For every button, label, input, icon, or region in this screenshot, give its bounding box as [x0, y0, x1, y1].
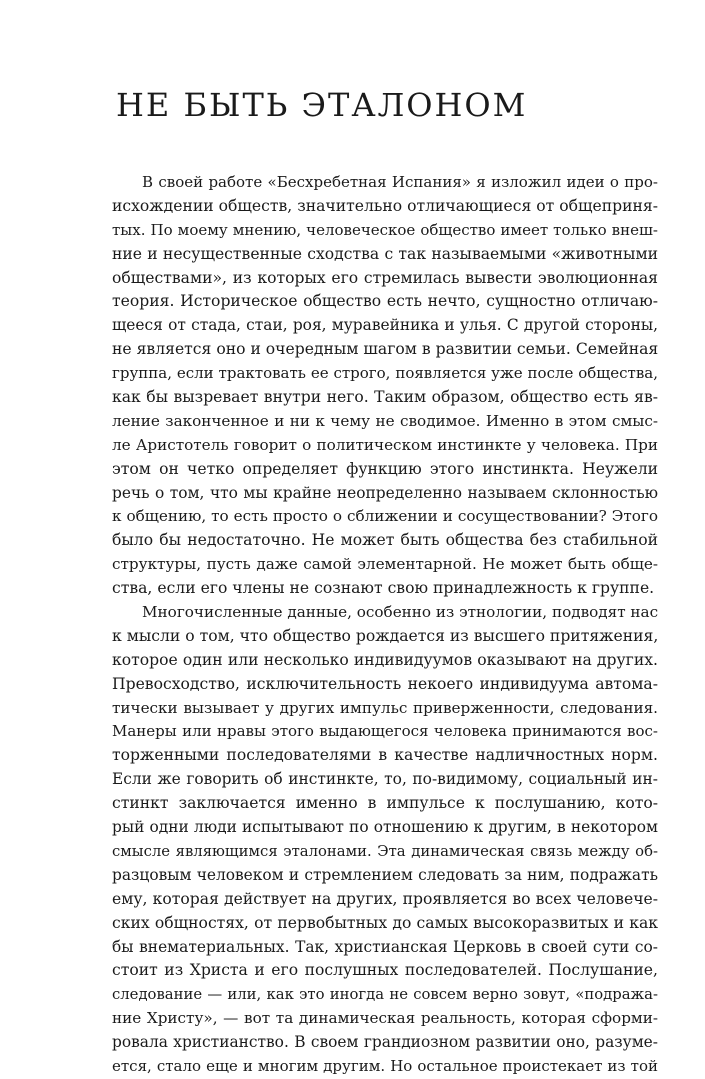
text-line: стинкт заключается именно в импульсе к послушанию, кото- [112, 794, 658, 813]
text-line: структуры, пусть даже самой элементарной. Не может быть обще- [112, 555, 658, 574]
text-line: ских общностях, от первобытных до самых высокоразвитых и как [112, 913, 658, 932]
text-line: бы внематериальных. Так, христианская Церковь в своей сути со- [112, 937, 658, 956]
text-line: обществами», из которых его стремилась вывести эволюционная [112, 268, 658, 287]
text-line: стоит из Христа и его послушных последователей. Послушание, [112, 961, 658, 980]
text-line: разцовым человеком и стремлением следовать за ним, подражать [112, 865, 658, 884]
body-text [112, 171, 658, 1079]
text-line: ление законченное и ни к чему не сводимое. Именно в этом смыс- [112, 411, 658, 430]
text-line: которое один или несколько индивидуумов оказывают на других. [112, 650, 658, 669]
text-line: группа, если трактовать ее строго, появляется уже после общества, [112, 364, 658, 383]
text-line: ние Христу», — вот та динамическая реальность, которая сформи- [112, 1009, 658, 1028]
text-line: В своей работе «Бесхребетная Испания» я изложил идеи о про- [142, 173, 658, 191]
text-line: теория. Историческое общество есть нечто, сущностно отличаю- [112, 292, 658, 311]
text-line: Многочисленные данные, особенно из этнологии, подводят нас [142, 603, 658, 622]
text-line: ровала христианство. В своем грандиозном развитии оно, разуме- [112, 1033, 658, 1052]
text-line: ние и несущественные сходства с так называемыми «животными [112, 244, 658, 263]
text-line: Если же говорить об инстинкте, то, по-видимому, социальный ин- [112, 770, 658, 789]
text-line: следование — или, как это иногда не совсем верно зовут, «подража- [112, 986, 658, 1004]
text-line: рый одни люди испытывают по отношению к другим, в некотором [112, 818, 658, 837]
text-line: к общению, то есть просто о сближении и сосуществовании? Этого [112, 507, 658, 526]
text-line: этом он четко определяет функцию этого инстинкта. Неужели [112, 459, 658, 478]
text-line: к мысли о том, что общество рождается из высшего притяжения, [112, 626, 658, 645]
text-line: речь о том, что мы крайне неопределенно называем склонностью [112, 483, 658, 502]
text-line: смысле являющимся эталонами. Эта динамическая связь между об- [112, 842, 658, 860]
text-line: ется, стало еще и многим другим. Но остальное проистекает из той [112, 1056, 658, 1075]
text-line: ства, если его члены не сознают свою принадлежность к группе. [112, 579, 655, 598]
text-line: щееся от стада, стаи, роя, муравейника и улья. С другой стороны, [112, 316, 658, 335]
text-line: как бы вызревает внутри него. Таким образом, общество есть яв- [112, 388, 658, 407]
text-line: ему, которая действует на других, проявляется во всех человече- [112, 889, 658, 908]
text-line: не является оно и очередным шагом в развитии семьи. Семейная [112, 340, 658, 359]
text-line: Манеры или нравы этого выдающегося человека принимаются вос- [112, 722, 658, 741]
text-line: ле Аристотель говорит о политическом инстинкте у человека. При [112, 435, 658, 454]
text-line: исхождении обществ, значительно отличающиеся от общеприня- [112, 196, 658, 215]
text-line: было бы недостаточно. Не может быть общества без стабильной [112, 531, 658, 550]
text-line: Превосходство, исключительность некоего индивидуума автома- [112, 674, 658, 693]
book-page [112, 0, 658, 1075]
text-line: торженными последователями в качестве надличностных норм. [112, 746, 658, 765]
chapter-title: НЕ БЫТЬ ЭТАЛОНОМ [116, 86, 528, 124]
text-line: тически вызывает у других импульс приверженности, следования. [112, 698, 658, 717]
text-line: тых. По моему мнению, человеческое общество имеет только внеш- [112, 220, 658, 239]
